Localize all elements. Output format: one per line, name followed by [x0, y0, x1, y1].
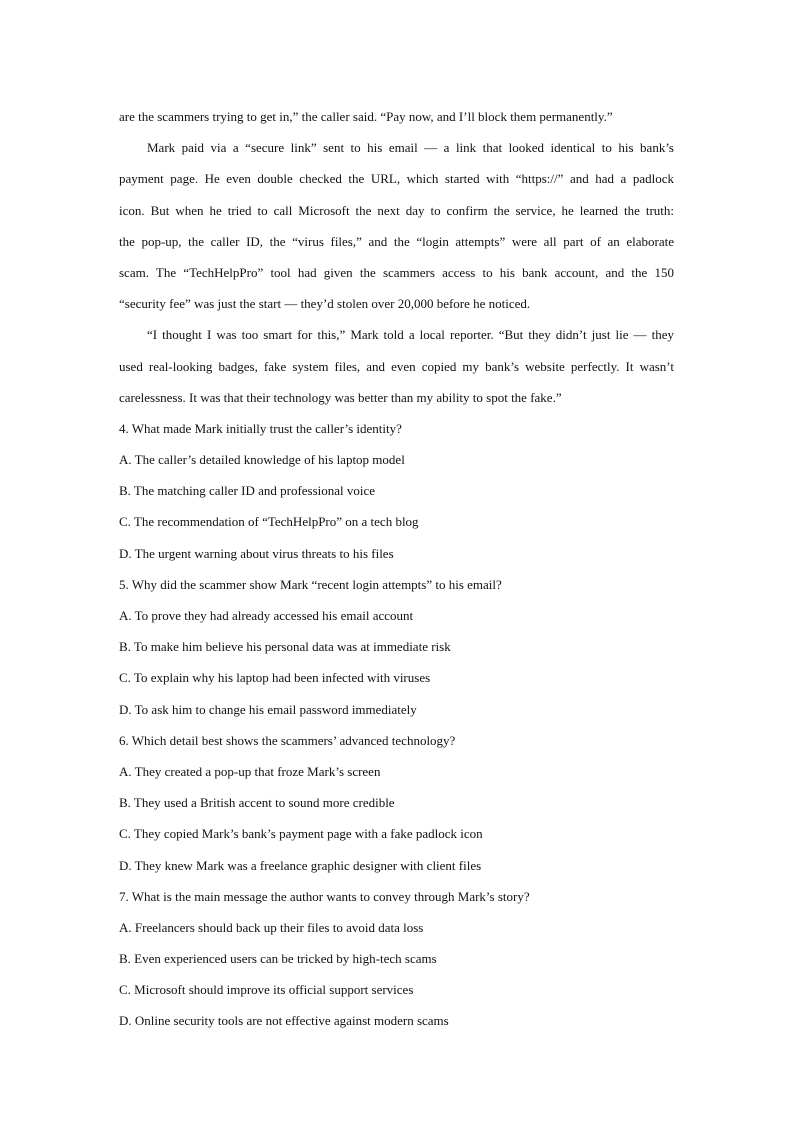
answer-option: D. The urgent warning about virus threats to his files: [119, 545, 394, 561]
answer-option: B. To make him believe his personal data was at immediate risk: [119, 639, 451, 655]
text-line: carelessness. It was that their technology was better than my ability to spot the fake.”: [119, 389, 562, 405]
answer-option: D. Online security tools are not effective against modern scams: [119, 1013, 449, 1029]
answer-option: C. They copied Mark’s bank’s payment page with a fake padlock icon: [119, 826, 483, 842]
answer-option: B. The matching caller ID and professional voice: [119, 483, 376, 499]
answer-option: C. To explain why his laptop had been infected with viruses: [119, 670, 431, 686]
answer-option: D. To ask him to change his email password immediately: [119, 701, 417, 717]
text-line: are the scammers trying to get in,” the caller said. “Pay now, and I’ll block them permanently.”: [119, 109, 613, 124]
text-line: the pop-up, the caller ID, the “virus files,” and the “login attempts” were all part of an elaborate: [119, 233, 674, 249]
answer-option: B. Even experienced users can be tricked by high-tech scams: [119, 951, 437, 967]
answer-option: A. Freelancers should back up their files to avoid data loss: [119, 919, 424, 935]
question-stem: 7. What is the main message the author wants to convey through Mark’s story?: [119, 888, 530, 904]
question-stem: 5. Why did the scammer show Mark “recent login attempts” to his email?: [119, 576, 502, 592]
question-block: [119, 413, 674, 569]
question-block: [119, 725, 674, 881]
passage-paragraph: [119, 319, 674, 413]
text-line: icon. But when he tried to call Microsoft the next day to confirm the service, he learned the truth:: [119, 202, 674, 218]
answer-option: A. To prove they had already accessed his email account: [119, 608, 414, 623]
text-line: “security fee” was just the start — they’d stolen over 20,000 before he noticed.: [119, 296, 531, 312]
answer-option: C. The recommendation of “TechHelpPro” on a tech blog: [119, 514, 419, 530]
text-line: Mark paid via a “secure link” sent to his email — a link that looked identical to his bank’s: [147, 140, 674, 156]
question-block: [119, 881, 674, 1037]
answer-option: D. They knew Mark was a freelance graphic designer with client files: [119, 857, 482, 873]
text-line: scam. The “TechHelpPro” tool had given the scammers access to his bank account, and the 150: [119, 264, 674, 280]
question-stem: 6. Which detail best shows the scammers’ advanced technology?: [119, 732, 456, 748]
answer-option: C. Microsoft should improve its official support services: [119, 982, 414, 998]
text-line: payment page. He even double checked the URL, which started with “https://” and had a padlock: [119, 171, 674, 187]
question-stem: 4. What made Mark initially trust the caller’s identity?: [119, 420, 402, 436]
passage-paragraph: [119, 132, 674, 319]
passage-paragraph: [119, 101, 674, 132]
answer-option: A. The caller’s detailed knowledge of his laptop model: [119, 452, 405, 468]
text-line: “I thought I was too smart for this,” Mark told a local reporter. “But they didn’t just lie — they: [147, 327, 674, 343]
answer-option: B. They used a British accent to sound more credible: [119, 795, 395, 811]
document-page: [119, 101, 674, 1037]
question-block: [119, 569, 674, 725]
answer-option: A. They created a pop-up that froze Mark’s screen: [119, 763, 381, 779]
text-line: used real-looking badges, fake system files, and even copied my bank’s website perfectly. It wasn’t: [119, 358, 674, 374]
